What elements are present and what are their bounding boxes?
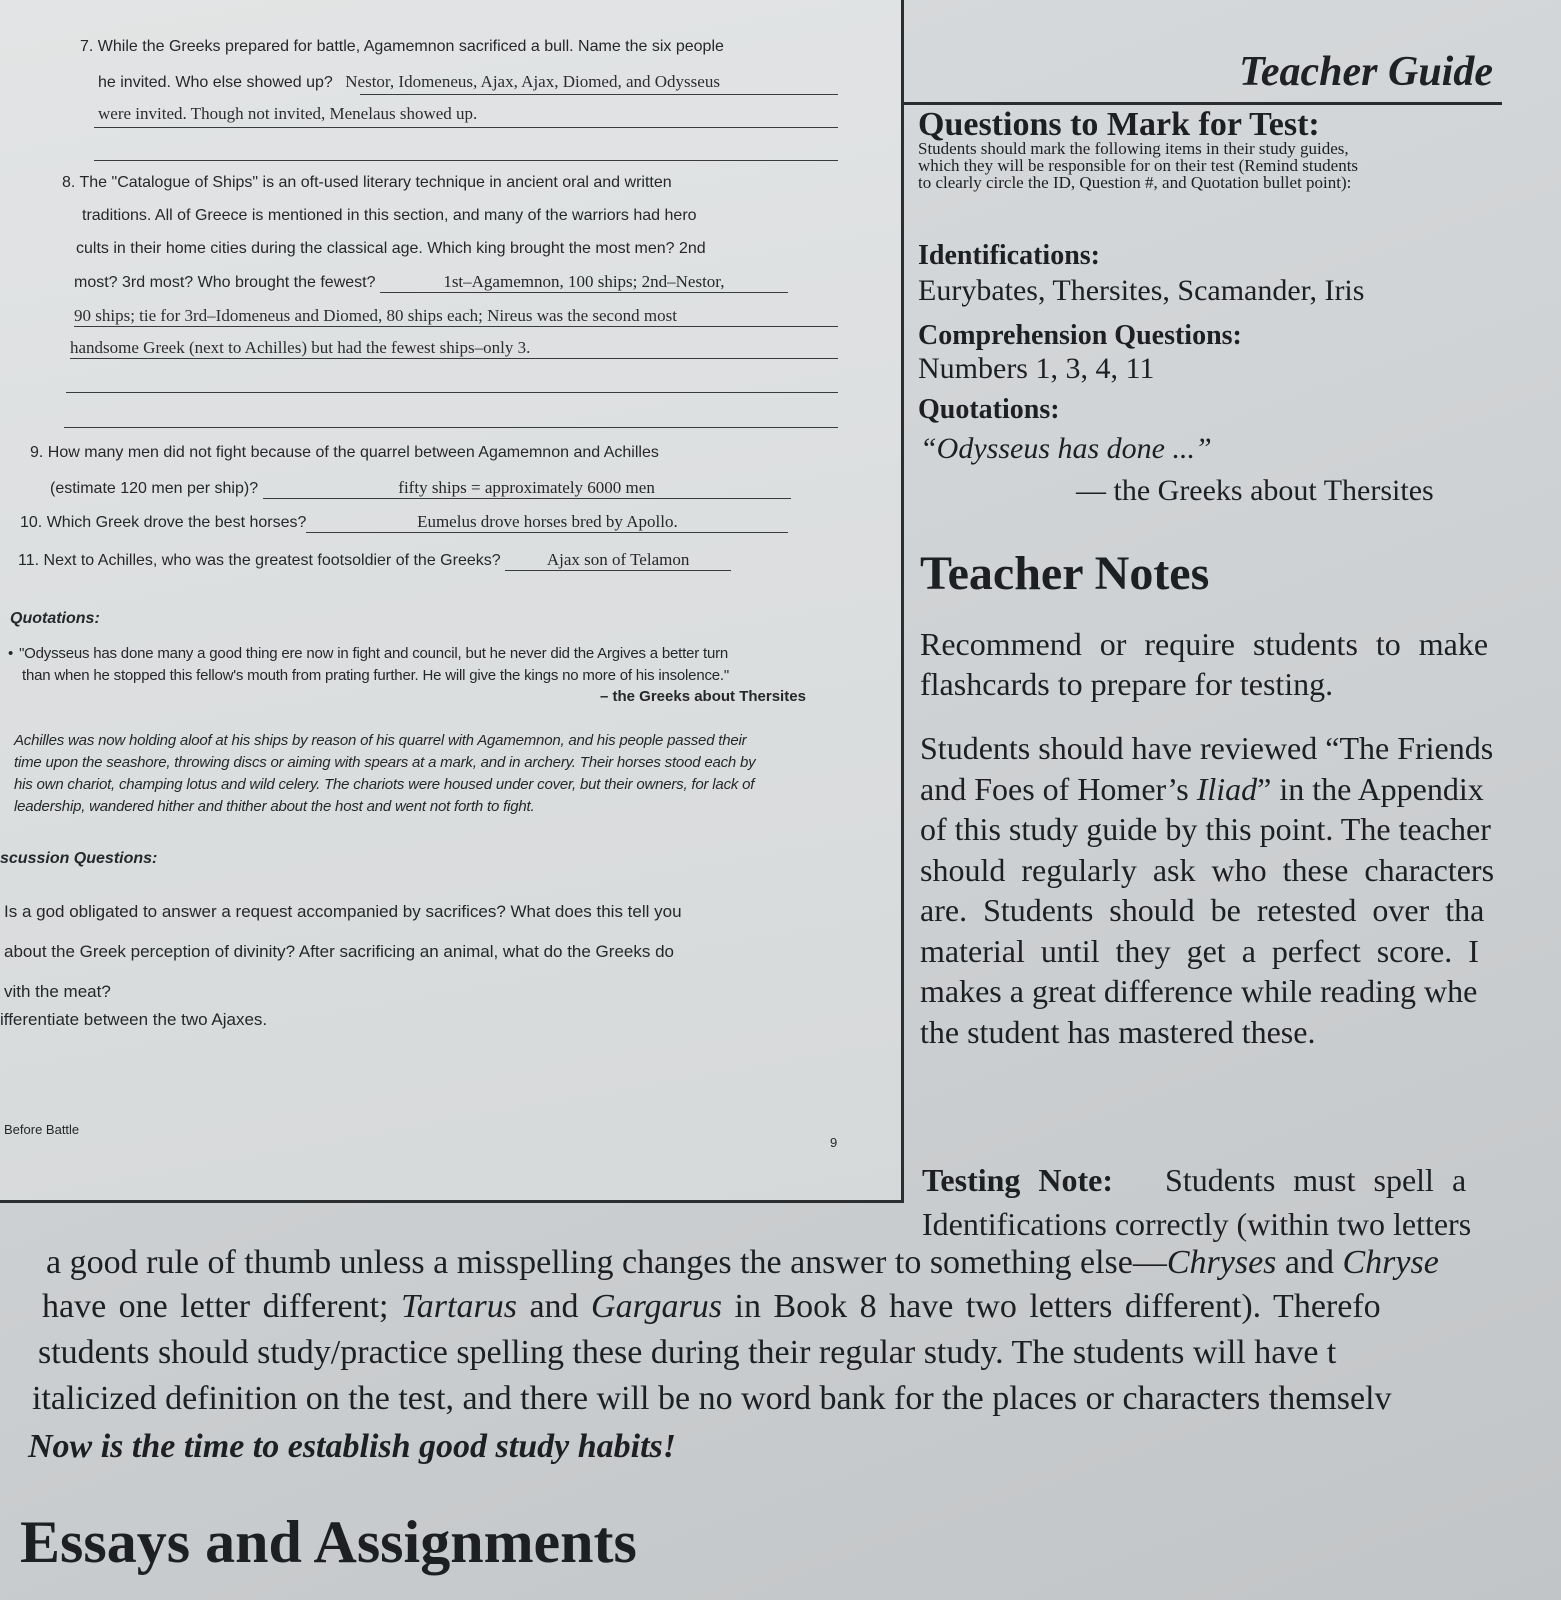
teacher-guide-title: Teacher Guide <box>1239 49 1493 95</box>
testing-note-label: Testing Note: <box>922 1162 1114 1198</box>
answer-text: were invited. Though not invited, Menelaus showed up. <box>98 104 478 123</box>
question-text: traditions. All of Greece is mentioned in this section, and many of the warriors had hero <box>82 207 697 224</box>
question-8 <box>62 174 672 192</box>
question-text: Which Greek drove the best horses? <box>46 514 307 531</box>
question-text: he invited. Who else showed up? <box>98 74 333 91</box>
questions-heading: Questions to Mark for Test: <box>918 106 1320 143</box>
notes-line: makes a great difference while reading whe <box>920 973 1478 1009</box>
quotations-attribution: — the Greeks about Thersites <box>1076 474 1434 507</box>
identifications-value: Eurybates, Thersites, Scamander, Iris <box>918 274 1365 307</box>
notes-line: are. Students should be retested over tha <box>920 892 1485 928</box>
question-number: 11. <box>18 552 40 569</box>
answer-text: 90 ships; tie for 3rd–Idomeneus and Diomed, 80 ships each; Nireus was the second most <box>74 306 838 327</box>
question-text: The "Catalogue of Ships" is an oft-used literary technique in ancient oral and written <box>79 174 672 191</box>
question-number: 10. <box>20 514 43 531</box>
discussion-line: Is a god obligated to answer a request accompanied by sacrifices? What does this tell you <box>4 902 682 921</box>
question-9-line2 <box>50 478 791 499</box>
answer-line <box>64 427 838 428</box>
question-number: 8. <box>62 174 76 191</box>
question-text: How many men did not fight because of the quarrel between Agamemnon and Achilles <box>47 444 659 461</box>
iliad-title: Iliad <box>1196 770 1258 807</box>
testing-note-text: Students must spell a <box>1165 1162 1467 1198</box>
answer-text: 1st–Agamemnon, 100 ships; 2nd–Nestor, <box>380 272 788 293</box>
testing-note-line2: Identifications correctly (within two letters <box>922 1206 1472 1242</box>
comprehension-value: Numbers 1, 3, 4, 11 <box>918 352 1155 385</box>
question-number: 9. <box>30 444 44 461</box>
question-number: 7. <box>80 38 94 55</box>
notes-line: and Foes of Homer’s Iliad” in the Appendix <box>920 770 1484 807</box>
passage-line: leadership, wandered hither and thither about the host and went not forth to fight. <box>14 798 535 815</box>
question-8-line4 <box>74 272 788 293</box>
identifications-label: Identifications: <box>918 240 1100 271</box>
passage <box>14 730 864 818</box>
teacher-notes-heading: Teacher Notes <box>920 547 1210 600</box>
intro-line: Students should mark the following items in their study guides, <box>918 139 1349 158</box>
notes-line: of this study guide by this point. The teacher <box>920 811 1491 847</box>
notes-line: flashcards to prepare for testing. <box>920 666 1334 702</box>
question-7 <box>80 38 724 56</box>
answer-text: Ajax son of Telamon <box>505 550 731 571</box>
answer-line <box>94 127 838 128</box>
question-9 <box>30 444 659 462</box>
notes-line: should regularly ask who these characters <box>920 851 1495 888</box>
essays-heading: Essays and Assignments <box>20 1509 637 1575</box>
discussion-line: vith the meat? <box>4 982 111 1001</box>
discussion-line: about the Greek perception of divinity? After sacrificing an animal, what do the Greeks do <box>4 942 674 961</box>
student-guide-page <box>0 0 904 1203</box>
question-11 <box>18 550 731 571</box>
notes-paragraph-1 <box>920 624 1550 704</box>
intro-line: which they will be responsible for on their test (Remind students <box>918 156 1359 175</box>
testing-note-line5: students should study/practice spelling these during their regular study. The students will have t <box>38 1334 1337 1371</box>
quotation-bullet: • "Odysseus has done many a good thing ere now in fight and council, but he never did the Argives a better turn <box>8 645 729 662</box>
answer-line <box>360 94 838 95</box>
notes-line: Students should have reviewed “The Friends <box>920 730 1494 766</box>
passage-line: time upon the seashore, throwing discs or aiming with spears at a mark, and in archery. Their horses stood each by <box>14 754 756 771</box>
question-10 <box>20 512 788 533</box>
question-text: cults in their home cities during the classical age. Which king brought the most men? 2nd <box>76 240 706 257</box>
discussion-question-2: ifferentiate between the two Ajaxes. <box>0 1010 268 1029</box>
comprehension-label: Comprehension Questions: <box>918 320 1242 351</box>
answer-text: handsome Greek (next to Achilles) but had the fewest ships–only 3. <box>70 338 838 359</box>
quotation-text: "Odysseus has done many a good thing ere now in fight and council, but he never did the Argives a better turn <box>19 645 729 662</box>
footer-section-title: Before Battle <box>4 1122 80 1137</box>
title-rule <box>904 102 1502 105</box>
intro-line: to clearly circle the ID, Question #, and Quotation bullet point): <box>918 173 1352 192</box>
question-7-line2 <box>98 72 720 92</box>
quotations-heading: Quotations: <box>10 610 100 627</box>
question-text: most? 3rd most? Who brought the fewest? <box>74 274 376 291</box>
questions-intro <box>918 140 1358 191</box>
answer-line <box>66 392 838 393</box>
discussion-question-1 <box>4 892 682 1012</box>
notes-line: Recommend or require students to make <box>920 626 1489 662</box>
quotation-text: than when he stopped this fellow's mouth from prating further. He will give the kings no more of his insolence." <box>22 667 730 684</box>
question-text: While the Greeks prepared for battle, Agamemnon sacrificed a bull. Name the six people <box>97 38 724 55</box>
testing-note-line4: have one letter different; Tartarus and Gargarus in Book 8 have two letters different). Therefo <box>42 1288 1381 1325</box>
answer-text: Nestor, Idomeneus, Ajax, Ajax, Diomed, and Odysseus <box>345 72 720 91</box>
testing-note-line1 <box>922 1162 1466 1199</box>
notes-line: the student has mastered these. <box>920 1013 1316 1050</box>
footer-page-number: 9 <box>830 1135 838 1150</box>
testing-note-line6: italicized definition on the test, and there will be no word bank for the places or characters themselv <box>32 1380 1392 1417</box>
study-habits-note: Now is the time to establish good study habits! <box>28 1428 676 1465</box>
answer-text: Eumelus drove horses bred by Apollo. <box>306 512 788 533</box>
notes-line: material until they get a perfect score. I <box>920 932 1479 969</box>
passage-line: his own chariot, champing lotus and wild celery. The chariots were housed under cover, but their owners, for lack of <box>14 776 755 793</box>
passage-line: Achilles was now holding aloof at his ships by reason of his quarrel with Agamemnon, and his people passed their <box>14 732 747 749</box>
quotation-attribution: – the Greeks about Thersites <box>600 688 806 705</box>
quotations-value: “Odysseus has done ...” <box>920 432 1212 465</box>
question-text: Next to Achilles, who was the greatest footsoldier of the Greeks? <box>43 552 501 569</box>
quotations-label: Quotations: <box>918 394 1060 425</box>
testing-note-line3: a good rule of thumb unless a misspelling changes the answer to something else—Chryses and Chryse <box>46 1244 1439 1281</box>
answer-text: fifty ships = approximately 6000 men <box>263 478 791 499</box>
question-text: (estimate 120 men per ship)? <box>50 480 259 497</box>
answer-line <box>94 160 838 161</box>
notes-paragraph-2 <box>920 728 1560 1052</box>
discussion-heading: scussion Questions: <box>0 850 158 867</box>
